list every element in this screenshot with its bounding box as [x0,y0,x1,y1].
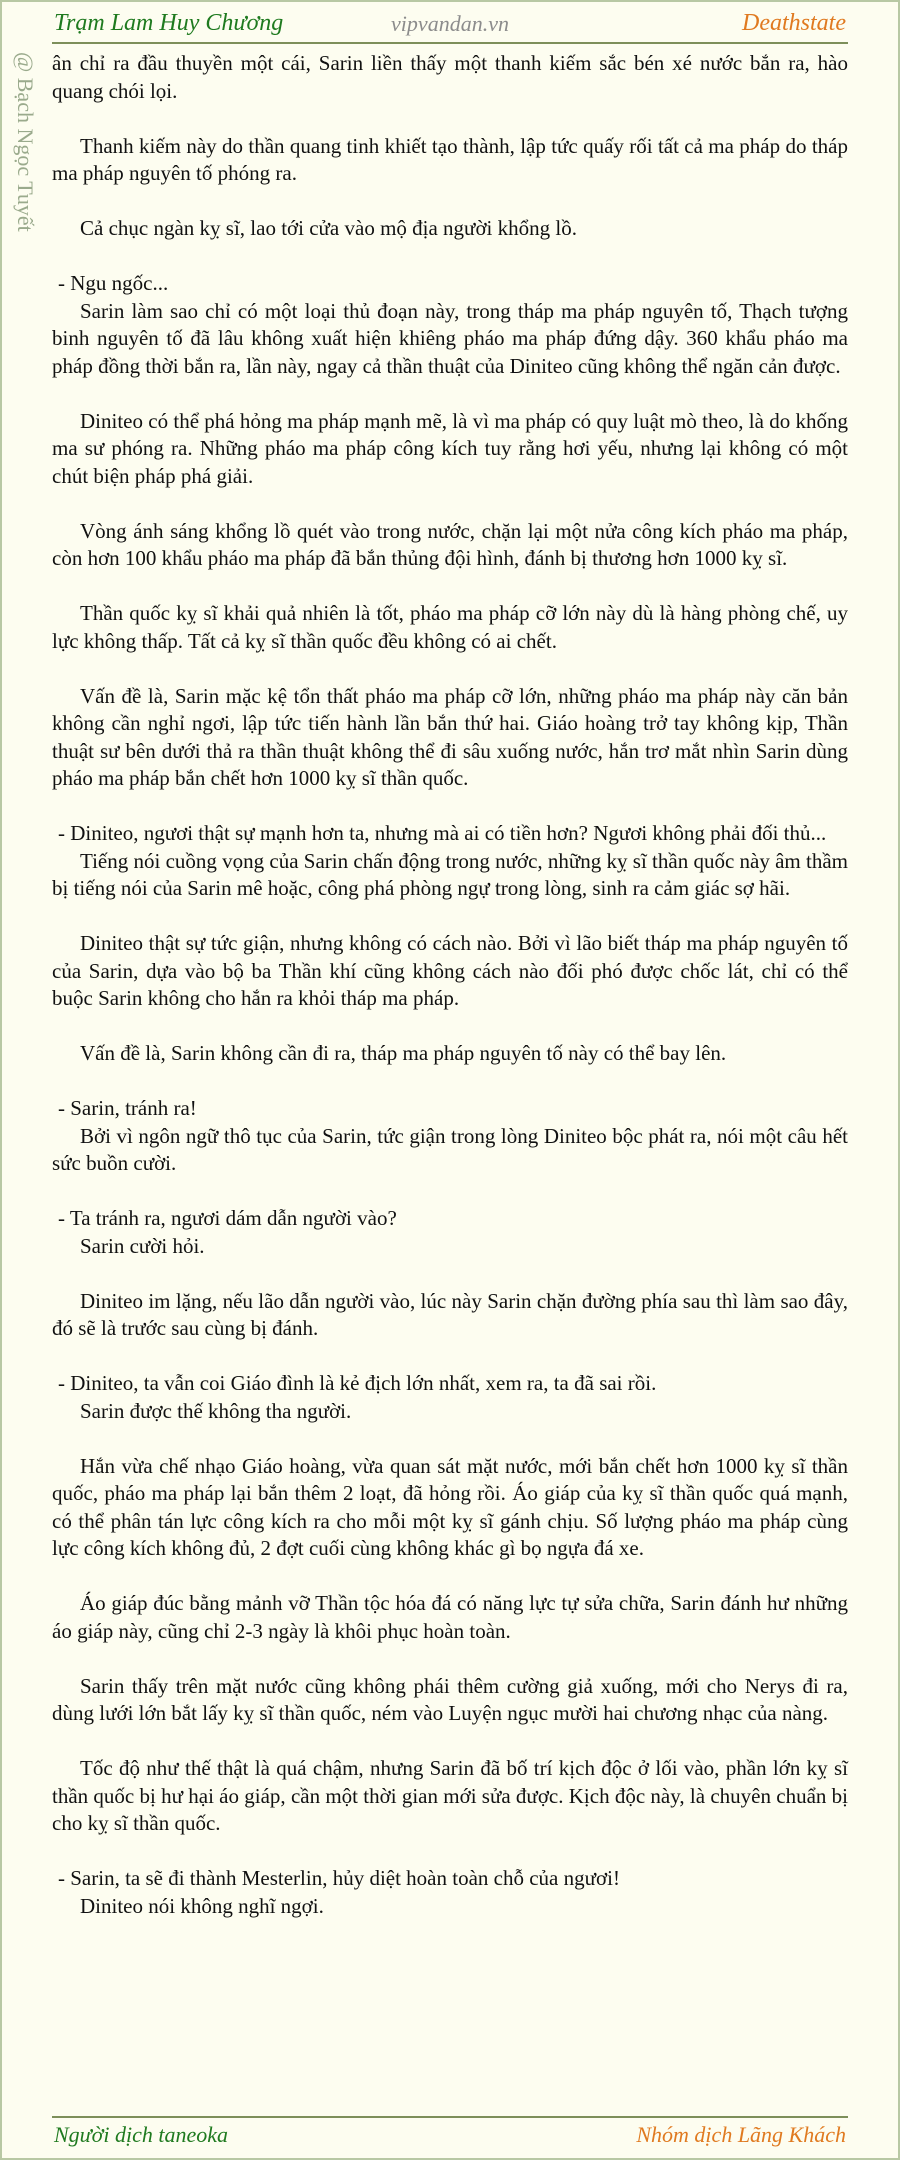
narration-line: Sarin thấy trên mặt nước cũng không phái thêm cường giả xuống, mới cho Nerys đi ra, dùng lưới lớn bắt lấy kỵ sĩ thần quốc, ném vào Luyện ngục mười hai chương nhạc của nàng. [52,1673,848,1725]
dialogue-paragraph [52,1095,848,1178]
text-paragraph [52,408,848,491]
site-url: vipvandan.vn [391,11,509,36]
dialogue-line: - Sarin, tránh ra! [58,1096,197,1120]
narration-line: Hắn vừa chế nhạo Giáo hoàng, vừa quan sát mặt nước, mới bắn chết hơn 1000 kỵ sĩ thần quốc, pháo ma pháp lại bắn thêm 2 loạt, đã hỏng rồi. Áo giáp của kỵ sĩ thần quốc quá mạnh, có thể phân tán lực công kích ra cho mỗi một kỵ sĩ gánh chịu. Số lượng pháo ma pháp cùng lực công kích không đủ, 2 đợt cuối cùng không khác gì bọ ngựa đá xe. [52,1453,848,1560]
narration-line: Tốc độ như thế thật là quá chậm, nhưng Sarin đã bố trí kịch độc ở lối vào, phần lớn kỵ sĩ thần quốc bị hư hại áo giáp, cần một thời gian mới sửa được. Kịch độc này, là chuyên chuẩn bị cho kỵ sĩ thần quốc. [52,1756,848,1835]
narration-line: Diniteo thật sự tức giận, nhưng không có cách nào. Bởi vì lão biết tháp ma pháp nguyên tố của Sarin, dựa vào bộ ba Thần khí cũng không cách nào đối phó được chốc lát, chỉ có thể buộc Sarin không cho hắn ra khỏi tháp ma pháp. [52,931,848,1010]
dialogue-paragraph [52,1205,848,1260]
narration-line: Sarin làm sao chỉ có một loại thủ đoạn này, trong tháp ma pháp nguyên tố, Thạch tượng binh nguyên tố đã lâu không xuất hiện khiêng pháo ma pháp đứng dậy. 360 khẩu pháo ma pháp đồng thời bắn ra, lần này, ngay cả thần thuật của Diniteo cũng không thể ngăn cản được. [52,298,848,378]
text-paragraph [52,930,848,1013]
narration-line: Bởi vì ngôn ngữ thô tục của Sarin, tức giận trong lòng Diniteo bộc phát ra, nói một câu hết sức buồn cười. [52,1123,848,1175]
group-credit: Nhóm dịch Lãng Khách [636,2122,846,2147]
side-label: @ Bạch Ngọc Tuyết [13,52,38,232]
narration-line: Thanh kiếm này do thần quang tinh khiết tạo thành, lập tức quấy rối tất cả ma pháp do tháp ma pháp nguyên tố phóng ra. [52,133,848,185]
dialogue-paragraph [52,820,848,903]
chapter-text [52,50,848,1948]
narration-line: Tiếng nói cuồng vọng của Sarin chấn động trong nước, những kỵ sĩ thần quốc này âm thầm bị tiếng nói của Sarin mê hoặc, công phá phòng ngự trong lòng, sinh ra cảm giác sợ hãi. [52,848,848,900]
narration-line: Thần quốc kỵ sĩ khải quả nhiên là tốt, pháo ma pháp cỡ lớn này dù là hàng phòng chế, uy lực không thấp. Tất cả kỵ sĩ thần quốc đều không có ai chết. [52,601,848,653]
dialogue-line: - Ta tránh ra, ngươi dám dẫn người vào? [58,1206,397,1230]
narration-line: Diniteo nói không nghĩ ngợi. [80,1893,324,1918]
text-paragraph [52,133,848,188]
dialogue-line: - Ngu ngốc... [58,271,169,295]
text-paragraph [52,600,848,655]
text-paragraph [52,1288,848,1343]
narration-line: Vòng ánh sáng khổng lồ quét vào trong nước, chặn lại một nửa công kích pháo ma pháp, còn hơn 100 khẩu pháo ma pháp đã bắn thủng đội hình, đánh bị thương hơn 1000 kỵ sĩ. [52,518,848,570]
dialogue-paragraph [52,270,848,380]
narration-line: Cả chục ngàn kỵ sĩ, lao tới cửa vào mộ địa người khổng lồ. [80,216,577,240]
narration-line: Vấn đề là, Sarin mặc kệ tổn thất pháo ma pháp cỡ lớn, những pháo ma pháp này căn bản không cần nghỉ ngơi, lập tức tiến hành lần bắn thứ hai. Giáo hoàng trở tay không kịp, Thần thuật sư bên dưới thả ra thần thuật không thể đi sâu xuống nước, hắn trơ mắt nhìn Sarin dùng pháo ma pháp bắn chết hơn 1000 kỵ sĩ thần quốc. [52,683,848,790]
text-paragraph [52,215,848,243]
text-paragraph [52,1590,848,1645]
side-watermark [10,52,40,262]
page-footer [52,2116,848,2154]
text-paragraph [52,1755,848,1838]
text-paragraph [52,1040,848,1068]
dialogue-line: - Sarin, ta sẽ đi thành Mesterlin, hủy diệt hoàn toàn chỗ của ngươi! [58,1866,620,1890]
narration-line: Vấn đề là, Sarin không cần đi ra, tháp ma pháp nguyên tố này có thể bay lên. [80,1041,727,1065]
dialogue-paragraph [52,1370,848,1425]
narration-line: ân chỉ ra đầu thuyền một cái, Sarin liền thấy một thanh kiếm sắc bén xé nước bắn ra, hào quang chói lọi. [52,51,848,103]
page-header [52,8,848,44]
dialogue-line: - Diniteo, ngươi thật sự mạnh hơn ta, nhưng mà ai có tiền hơn? Ngươi không phải đối thủ... [58,821,827,845]
narration-line: Áo giáp đúc bằng mảnh vỡ Thần tộc hóa đá có năng lực tự sửa chữa, Sarin đánh hư những áo giáp này, cũng chỉ 2-3 ngày là khôi phục hoàn toàn. [52,1591,848,1643]
text-paragraph [52,518,848,573]
dialogue-paragraph [52,1865,848,1920]
text-paragraph [52,1673,848,1728]
narration-line: Diniteo có thể phá hỏng ma pháp mạnh mẽ, là vì ma pháp có quy luật mò theo, là do khống ma sư phóng ra. Những pháo ma pháp công kích tuy rằng hơi yếu, nhưng lại không có một chút biện pháp phá giải. [52,408,848,488]
narration-line: Sarin được thế không tha người. [80,1398,352,1423]
translator-credit: Người dịch taneoka [54,2122,229,2147]
site-title: Trạm Lam Huy Chương [54,10,284,36]
book-title: Deathstate [742,10,846,36]
narration-line: Diniteo im lặng, nếu lão dẫn người vào, lúc này Sarin chặn đường phía sau thì làm sao đây, đó sẽ là trước sau cùng bị đánh. [52,1288,848,1340]
narration-line: Sarin cười hỏi. [80,1233,205,1258]
text-paragraph [52,683,848,793]
text-paragraph [52,50,848,105]
dialogue-line: - Diniteo, ta vẫn coi Giáo đình là kẻ địch lớn nhất, xem ra, ta đã sai rồi. [58,1371,657,1395]
text-paragraph [52,1453,848,1563]
